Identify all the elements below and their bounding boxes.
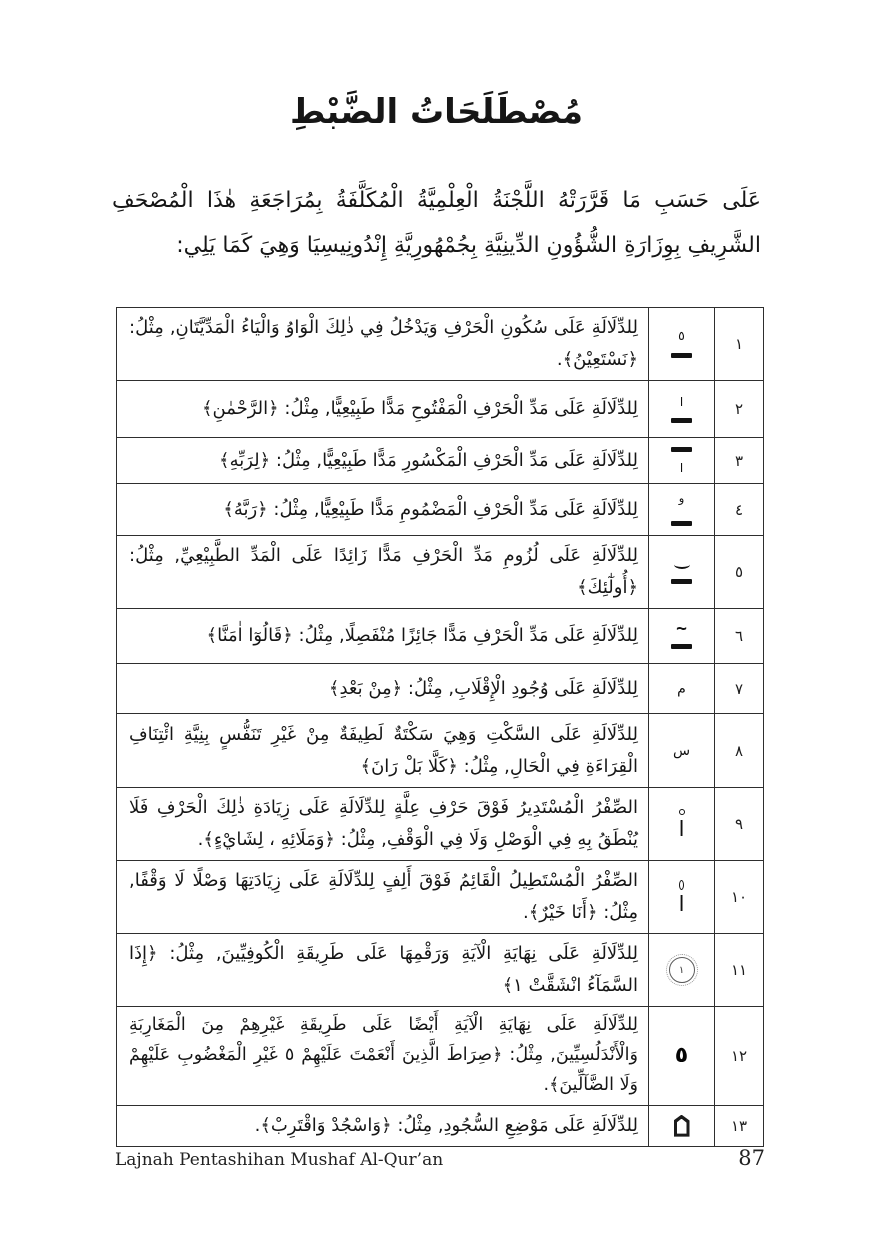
maghribi-ayah-end-marker-cell	[648, 1007, 714, 1104]
row-number-cell	[714, 381, 763, 437]
table-row	[117, 664, 763, 714]
maghribi-ayah-end-marker-glyph: ٥	[674, 1042, 689, 1068]
description-cell	[117, 609, 648, 663]
description-cell	[117, 484, 648, 535]
description-text: لِلدِّلَالَةِ عَلَى نِهَايَةِ الْآيَةِ أَيْضًا عَلَى طَرِيقَةِ غَيْرِهِمْ مِنَ الْمَغَارِبَةِ وَالْأَنْدَلُسِيِّينَ, مِثْلُ: ﴿صِرَاطَ الَّذِينَ أَنْعَمْتَ عَلَيْهِمْ ٥ غَيْرِ الْمَغْضُوبِ عَلَيْهِمْ وَلَا الضَّآلِّينَ﴾.	[129, 1015, 638, 1095]
description-cell	[117, 381, 648, 437]
page-footer	[115, 1146, 765, 1170]
sukun-mark	[671, 330, 692, 358]
natural-madd-fatha-mark-glyph: ا	[679, 394, 684, 409]
page-number: 87	[738, 1146, 765, 1170]
row-number: ٤	[734, 500, 744, 519]
iqlab-meem-mark-glyph: م	[677, 680, 686, 697]
table-row	[117, 714, 763, 788]
row-number: ١	[734, 335, 744, 354]
description-cell	[117, 308, 648, 380]
oblong-zero-icon	[679, 880, 684, 890]
oblong-zero-on-alif-cell	[648, 861, 714, 933]
description-text: لِلدِّلَالَةِ عَلَى سُكُونِ الْحَرْفِ وَيَدْخُلُ فِي ذٰلِكَ الْوَاوُ وَالْيَاءُ الْمَدِّيَّتَانِ, مِثْلُ: ﴿نَسْتَعِيْنُ﴾.	[129, 317, 638, 371]
row-number: ١٠	[730, 888, 748, 907]
description-cell	[117, 714, 648, 787]
table-row	[117, 609, 763, 664]
row-number-cell	[714, 861, 763, 933]
sakt-seen-mark-glyph: س	[672, 742, 691, 759]
alif-glyph: ا	[678, 816, 685, 841]
row-number: ٦	[734, 627, 744, 646]
sajdah-mark	[674, 1115, 690, 1137]
row-number-cell	[714, 609, 763, 663]
table-row	[117, 788, 763, 861]
table-row	[117, 381, 763, 438]
row-number: ٢	[734, 400, 744, 419]
description-text: لِلدِّلَالَةِ عَلَى مَوْضِعِ السُّجُودِ, مِثْلُ: ﴿وَاسْجُدْ وَاقْتَرِبْ﴾.	[254, 1114, 638, 1136]
description-text: لِلدِّلَالَةِ عَلَى وُجُودِ الْإِقْلَابِ, مِثْلُ: ﴿مِنْ بَعْدِ﴾	[328, 677, 638, 699]
row-number-cell	[714, 664, 763, 713]
description-cell	[117, 1106, 648, 1146]
row-number: ٩	[734, 815, 744, 834]
sukun-mark-cell	[648, 308, 714, 380]
natural-madd-fatha-mark-cell	[648, 381, 714, 437]
kufi-ayah-end-marker	[669, 957, 695, 983]
page-title: مُصْطَلَحَاتُ الضَّبْطِ	[289, 92, 584, 132]
description-text: لِلدِّلَالَةِ عَلَى مَدِّ الْحَرْفِ الْمَضْمُومِ مَدًّا طَبِيْعِيًّا, مِثْلُ: ﴿رَبَّهُ﴾	[223, 498, 638, 520]
natural-madd-fatha-mark	[671, 396, 692, 423]
oblong-zero-on-alif	[679, 880, 685, 915]
ayah-end-circle-icon: ١	[669, 957, 695, 983]
jaiz-munfasil-madd-mark-cell	[648, 609, 714, 663]
description-cell	[117, 438, 648, 483]
table-row	[117, 536, 763, 609]
natural-madd-damma-mark	[671, 490, 692, 527]
letter-dash	[671, 447, 692, 452]
row-number-cell	[714, 934, 763, 1006]
lazim-madd-mark-arc	[674, 560, 690, 569]
row-number-cell	[714, 484, 763, 535]
natural-madd-kasra-mark-cell	[648, 438, 714, 483]
row-number: ١٣	[730, 1116, 748, 1135]
description-text: لِلدِّلَالَةِ عَلَى نِهَايَةِ الْآيَةِ وَرَقْمِهَا عَلَى طَرِيقَةِ الْكُوفِيِّينَ, مِثْلُ: ﴿إِذَا السَّمَآءُ انْشَقَّتْ ١﴾	[129, 943, 638, 997]
row-number-cell	[714, 714, 763, 787]
lazim-madd-mark	[671, 560, 692, 584]
round-zero-on-alif-cell	[648, 788, 714, 860]
description-cell	[117, 536, 648, 608]
kufi-ayah-end-marker-cell	[648, 934, 714, 1006]
row-number: ١٢	[730, 1046, 748, 1065]
row-number-cell	[714, 788, 763, 860]
row-number: ٨	[734, 741, 744, 760]
row-number: ٣	[734, 451, 744, 470]
row-number: ٥	[734, 563, 744, 582]
letter-dash	[671, 521, 692, 526]
row-number-cell	[714, 536, 763, 608]
description-cell	[117, 664, 648, 713]
natural-madd-kasra-mark	[671, 447, 692, 474]
natural-madd-damma-mark-cell	[648, 484, 714, 535]
table-row	[117, 484, 763, 536]
letter-dash	[671, 644, 692, 649]
sakt-seen-mark	[673, 744, 690, 758]
description-text: لِلدِّلَالَةِ عَلَى مَدِّ الْحَرْفِ الْمَكْسُورِ مَدًّا طَبِيْعِيًّا, مِثْلُ: ﴿لِرَبِّهِ﴾	[219, 449, 638, 471]
table-row	[117, 934, 763, 1007]
sajdah-arch-icon	[674, 1115, 690, 1137]
row-number-cell	[714, 308, 763, 380]
table-row	[117, 308, 763, 381]
terms-table	[116, 307, 764, 1147]
sakt-seen-mark-cell	[648, 714, 714, 787]
natural-madd-kasra-mark-glyph: ا	[679, 461, 684, 476]
description-text: الصِّفْرُ الْمُسْتَدِيرُ فَوْقَ حَرْفِ عِلَّةٍ لِلدِّلَالَةِ عَلَى زِيَادَةِ ذٰلِكَ الْحَرْفِ فَلَا يُنْطَقُ بِهِ فِي الْوَصْلِ وَلَا فِي الْوَقْفِ, مِثْلُ: ﴿وَمَلَائِهِ ، لِشَايْءٍ﴾.	[129, 797, 638, 851]
sajdah-mark-cell	[648, 1106, 714, 1146]
round-zero-icon	[679, 809, 685, 815]
letter-dash	[671, 353, 692, 358]
letter-dash	[671, 418, 692, 423]
description-text: الصِّفْرُ الْمُسْتَطِيلُ الْقَائِمُ فَوْقَ أَلِفٍ لِلدِّلَالَةِ عَلَى زِيَادَتِهَا وَصْلًا لَا وَقْفًا, مِثْلُ: ﴿أَنَا خَيْرٌ﴾.	[129, 870, 638, 924]
row-number: ١١	[730, 961, 748, 980]
row-number-cell	[714, 1106, 763, 1146]
row-number-cell	[714, 438, 763, 483]
row-number-cell	[714, 1007, 763, 1104]
jaiz-munfasil-madd-mark	[671, 617, 692, 649]
table-row	[117, 438, 763, 484]
description-cell	[117, 1007, 648, 1104]
description-cell	[117, 934, 648, 1006]
description-text: لِلدِّلَالَةِ عَلَى السَّكْتِ وَهِيَ سَكْتَةٌ لَطِيفَةٌ مِنْ غَيْرِ تَنَفُّسٍ بِنِيَّةِ ائْتِنَافِ الْقِرَاءَةِ فِي الْحَالِ, مِثْلُ: ﴿كَلَّا بَلْ رَانَ﴾	[129, 723, 638, 777]
footer-publisher: Lajnah Pentashihan Mushaf Al-Qur’an	[115, 1150, 444, 1170]
iqlab-meem-mark	[677, 682, 686, 696]
sukun-mark-glyph: ٥	[678, 328, 685, 344]
table-row	[117, 861, 763, 934]
description-cell	[117, 788, 648, 860]
maghribi-ayah-end-marker	[674, 1042, 689, 1068]
row-number: ٧	[734, 679, 744, 698]
table-row	[117, 1106, 763, 1146]
description-cell	[117, 861, 648, 933]
jaiz-munfasil-madd-mark-glyph: ~	[676, 617, 687, 639]
alif-glyph: ا	[678, 891, 685, 916]
round-zero-on-alif	[679, 809, 685, 840]
iqlab-meem-mark-cell	[648, 664, 714, 713]
natural-madd-damma-mark-glyph: و	[678, 490, 685, 505]
intro-paragraph: عَلَى حَسَبِ مَا قَرَّرَتْهُ اللَّجْنَةُ الْعِلْمِيَّةُ الْمُكَلَّفَةُ بِمُرَاجَعَةِ هٰذَا الْمُصْحَفِ الشَّرِيفِ بِوِزَارَةِ الشُّؤُونِ الدِّينِيَّةِ بِجُمْهُورِيَّةِ إِنْدُونِيسِيَا وَهِيَ كَمَا يَلِي:	[112, 188, 761, 259]
description-text: لِلدِّلَالَةِ عَلَى مَدِّ الْحَرْفِ مَدًّا جَائِزًا مُنْفَصِلًا, مِثْلُ: ﴿قَالُوٓا اٰمَنَّا﴾	[206, 625, 638, 647]
description-text: لِلدِّلَالَةِ عَلَى مَدِّ الْحَرْفِ الْمَفْتُوحِ مَدًّا طَبِيْعِيًّا, مِثْلُ: ﴿الرَّحْمٰنِ﴾	[201, 398, 638, 420]
letter-dash	[671, 579, 692, 584]
description-text: لِلدِّلَالَةِ عَلَى لُزُومِ مَدِّ الْحَرْفِ مَدًّا زَائِدًا عَلَى الْمَدِّ الطَّبِيْعِيِّ, مِثْلُ: ﴿أُولٰٓئِكَ﴾	[129, 545, 638, 599]
table-row	[117, 1007, 763, 1105]
lazim-madd-mark-cell	[648, 536, 714, 608]
